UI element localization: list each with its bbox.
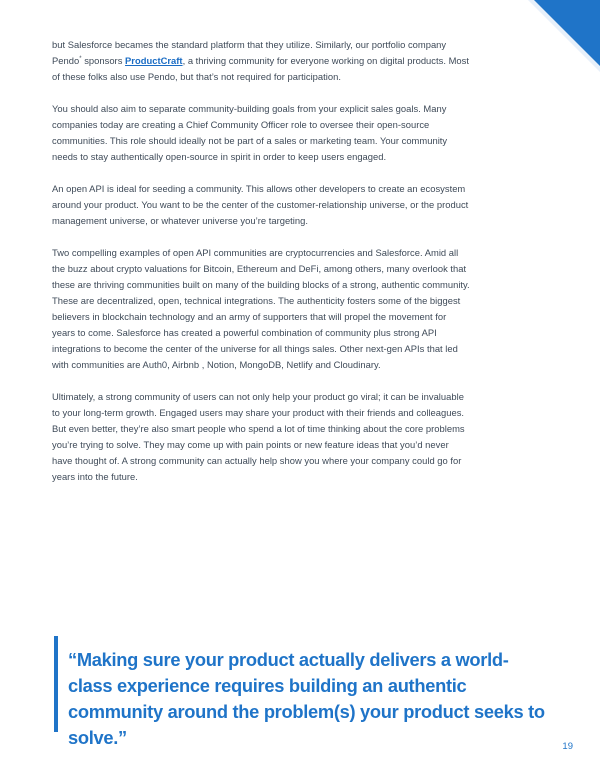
pull-quote: “Making sure your product actually delivers a world-class experience requires building an authentic community around the problem(s) your product seeks to solve.” [68,649,545,748]
footnote-marker: * [79,55,82,62]
paragraph-1-text-b: sponsors [81,55,126,66]
paragraph-1-text-a: but Salesforce becames the standard platform that they utilize. Similarly, our portfolio company Pendo [52,39,447,66]
paragraph-3: An open API is ideal for seeding a community. This allows other developers to create an ecosystem around your product. You want to be the center of the customer-relationship universe, or the product management universe, or whatever universe you’re targeting. [52,183,469,226]
quote-bar [54,636,58,732]
paragraph-1 [52,37,470,85]
paragraph-2: You should also aim to separate community-building goals from your explicit sales goals. Many companies today are creating a Chief Community Officer role to oversee their open-source communities. This role should ideally not be part of a sales or marketing team. Your community needs to stay authentically open-source in spirit in order to keep users engaged. [52,103,448,162]
page-number: 19 [562,741,573,752]
paragraph-5: Ultimately, a strong community of users can not only help your product go viral; it can be invaluable to your long-term growth. Engaged users may share your product with their friends and colleagues. But even better, they’re also smart people who spend a lot of time thinking about the core problems you’re trying to solve. They may come up with pain points or new feature ideas that you’d never have thought of. A strong community can actually help show you where your company could go for years into the future. [52,391,465,482]
body-text [52,37,470,501]
paragraph-1-text-c: , a thriving community for everyone working on digital products. Most of these folks also use Pendo, but that’s not required for participation. [52,55,469,82]
productcraft-link[interactable]: ProductCraft [125,55,183,66]
paragraph-4: Two compelling examples of open API communities are cryptocurrencies and Salesforce. Amid all the buzz about crypto valuations for Bitcoin, Ethereum and DeFi, among others, many overlook that these are thriving communities built on many of the building blocks of a strong, authentic community. These are decentralized, open, technical integrations. The authenticity fosters some of the biggest believers in blockchain technology and an army of supporters that will propel the movement for years to come. Salesforce has created a powerful combination of community plus strong API integrations to become the center of the universe for all things sales. Other next-gen APIs that led with communities are Auth0, Airbnb , Notion, MongoDB, Netlify and Cloudinary. [52,247,470,370]
corner-triangle-decoration [534,0,600,66]
